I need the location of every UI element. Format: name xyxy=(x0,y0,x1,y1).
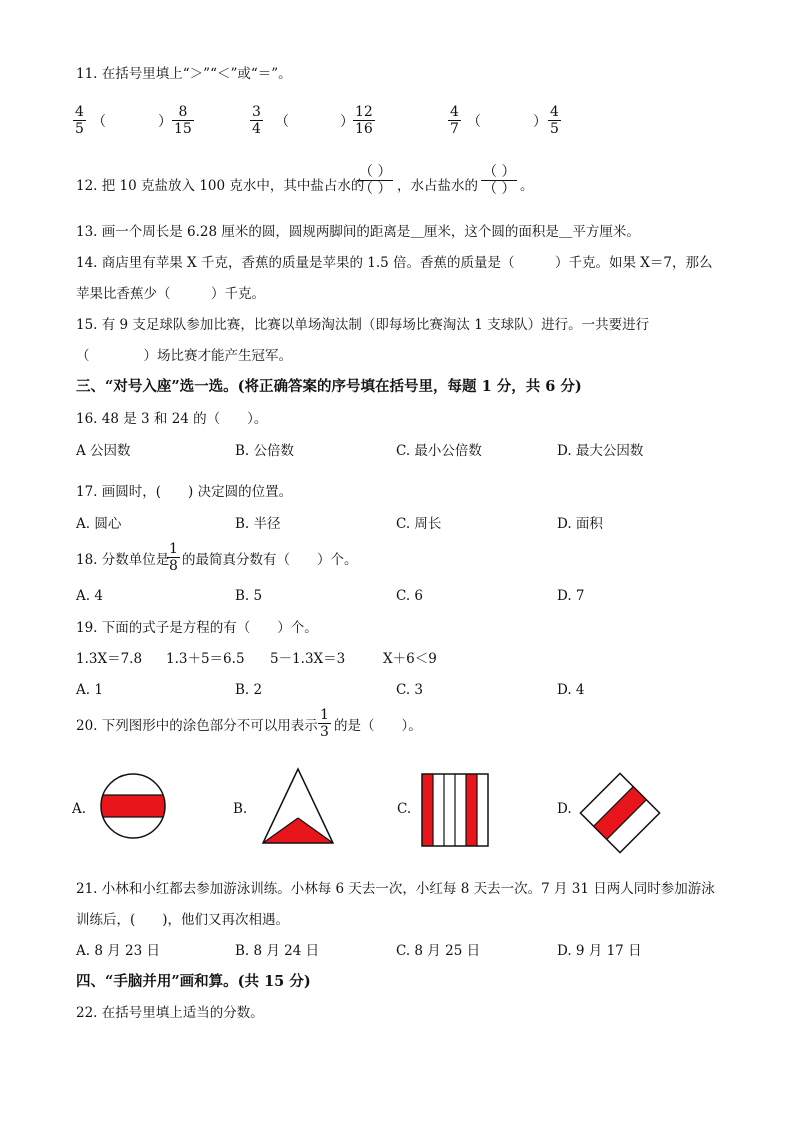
q20-figure-d-shaded-band xyxy=(594,787,647,840)
q16-option-a[interactable]: A 公因数 xyxy=(76,443,131,459)
q11-blank-2-close: ） xyxy=(340,114,354,130)
q21-option-d[interactable]: D. 9 月 17 日 xyxy=(557,943,642,959)
q21-option-b[interactable]: B. 8 月 24 日 xyxy=(235,943,320,959)
q20-figure-a-shaded-band xyxy=(99,795,167,817)
q12-text-3: 。 xyxy=(520,178,534,194)
q22-stem: 22. 在括号里填上适当的分数。 xyxy=(76,1005,264,1021)
q20-figure-c-shaded-strip-1 xyxy=(422,774,433,846)
q17-option-a[interactable]: A. 圆心 xyxy=(76,516,122,532)
q17-option-d[interactable]: D. 面积 xyxy=(557,516,603,532)
q15-line-2: （ ）场比赛才能产生冠军。 xyxy=(76,348,292,364)
q11-stem: 11. 在括号里填上“＞”“＜”或“＝”。 xyxy=(76,66,292,82)
q14-line-2: 苹果比香蕉少（ ）千克。 xyxy=(76,286,265,302)
q17-option-c[interactable]: C. 周长 xyxy=(396,516,442,532)
q18-option-c[interactable]: C. 6 xyxy=(396,588,424,604)
q20-figure-d-tilted-square[interactable] xyxy=(578,771,662,855)
q19-option-b[interactable]: B. 2 xyxy=(235,682,263,698)
q11-blank-1-open[interactable]: （ xyxy=(92,114,106,130)
section-3-title: 三、“对号入座”选一选。(将正确答案的序号填在括号里，每题 1 分，共 6 分) xyxy=(76,378,582,395)
q20-label-a[interactable]: A. xyxy=(72,801,87,817)
q18-text-1: 18. 分数单位是 xyxy=(76,552,170,568)
q20-label-b[interactable]: B. xyxy=(233,801,248,817)
q21-line-1: 21. 小林和小红都去参加游泳训练。小林每 6 天去一次，小红每 8 天去一次。7 月 31 日两人同时参加游泳 xyxy=(76,881,715,897)
q12-text-1: 12. 把 10 克盐放入 100 克水中，其中盐占水的 xyxy=(76,178,365,194)
section-4-title: 四、“手脑并用”画和算。(共 15 分) xyxy=(76,973,311,990)
q11-frac-3-4: 3 4 xyxy=(252,104,261,137)
q20-text-2: 的是（ ）。 xyxy=(334,718,422,734)
q19-option-c[interactable]: C. 3 xyxy=(396,682,424,698)
q11-blank-1-close: ） xyxy=(158,114,172,130)
q19-option-a[interactable]: A. 1 xyxy=(76,682,103,698)
q11-frac-12-16: 12 16 xyxy=(355,104,373,137)
q12-blank-water-ratio[interactable]: （ ） （ ） xyxy=(483,164,516,197)
q17-option-b[interactable]: B. 半径 xyxy=(235,516,281,532)
q19-expr-3: 5－1.3X＝3 xyxy=(270,651,346,667)
q15-line-1: 15. 有 9 支足球队参加比赛，比赛以单场淘汰制（即每场比赛淘汰 1 支球队）进行。一共要进行 xyxy=(76,317,650,333)
q20-frac-1-3: 1 3 xyxy=(320,707,329,740)
q16-option-c[interactable]: C. 最小公倍数 xyxy=(396,443,482,459)
q16-option-d[interactable]: D. 最大公因数 xyxy=(557,443,644,459)
q18-option-b[interactable]: B. 5 xyxy=(235,588,263,604)
q11-frac-8-15: 8 15 xyxy=(174,104,192,137)
q20-figure-c-shaded-strip-2 xyxy=(466,774,477,846)
q11-frac-4-5b: 4 5 xyxy=(550,104,559,137)
q20-text-1: 20. 下列图形中的涂色部分不可以用表示 xyxy=(76,718,318,734)
q21-option-c[interactable]: C. 8 月 25 日 xyxy=(396,943,481,959)
q17-stem: 17. 画圆时，( ) 决定圆的位置。 xyxy=(76,484,293,500)
q20-figure-a-circle[interactable] xyxy=(99,772,167,840)
q19-expr-2: 1.3＋5＝6.5 xyxy=(166,651,245,667)
q20-label-d[interactable]: D. xyxy=(557,801,572,817)
q11-blank-3-open[interactable]: （ xyxy=(467,114,481,130)
q19-expr-4: X＋6＜9 xyxy=(383,651,437,667)
q20-figure-b-triangle[interactable] xyxy=(258,766,338,846)
q14-line-1: 14. 商店里有苹果 X 千克，香蕉的质量是苹果的 1.5 倍。香蕉的质量是（ ）千克。如果 X＝7，那么 xyxy=(76,255,713,271)
q20-figure-c-strips[interactable] xyxy=(420,772,490,848)
q19-option-d[interactable]: D. 4 xyxy=(557,682,585,698)
q18-frac-1-8: 1 8 xyxy=(169,541,178,574)
q12-text-2: ，水占盐水的 xyxy=(397,178,478,194)
q21-option-a[interactable]: A. 8 月 23 日 xyxy=(76,943,160,959)
q20-label-c[interactable]: C. xyxy=(397,801,412,817)
q13-text: 13. 画一个周长是 6.28 厘米的圆，圆规两脚间的距离是＿厘米，这个圆的面积是＿平方厘米。 xyxy=(76,224,640,240)
q11-blank-3-close: ） xyxy=(533,114,547,130)
q16-option-b[interactable]: B. 公倍数 xyxy=(235,443,295,459)
q18-option-a[interactable]: A. 4 xyxy=(76,588,103,604)
q18-option-d[interactable]: D. 7 xyxy=(557,588,585,604)
q12-blank-salt-ratio[interactable]: （ ） （ ） xyxy=(359,164,392,197)
q19-stem: 19. 下面的式子是方程的有（ ）个。 xyxy=(76,620,318,636)
q11-frac-4-5: 4 5 xyxy=(75,104,84,137)
q21-line-2: 训练后，( )，他们又再次相遇。 xyxy=(76,912,290,928)
q19-expr-1: 1.3X＝7.8 xyxy=(76,651,143,667)
q11-frac-4-7: 4 7 xyxy=(450,104,459,137)
q16-stem: 16. 48 是 3 和 24 的（ ）。 xyxy=(76,411,268,427)
q11-blank-2-open[interactable]: （ xyxy=(275,114,289,130)
q18-text-2: 的最简真分数有（ ）个。 xyxy=(182,552,358,568)
